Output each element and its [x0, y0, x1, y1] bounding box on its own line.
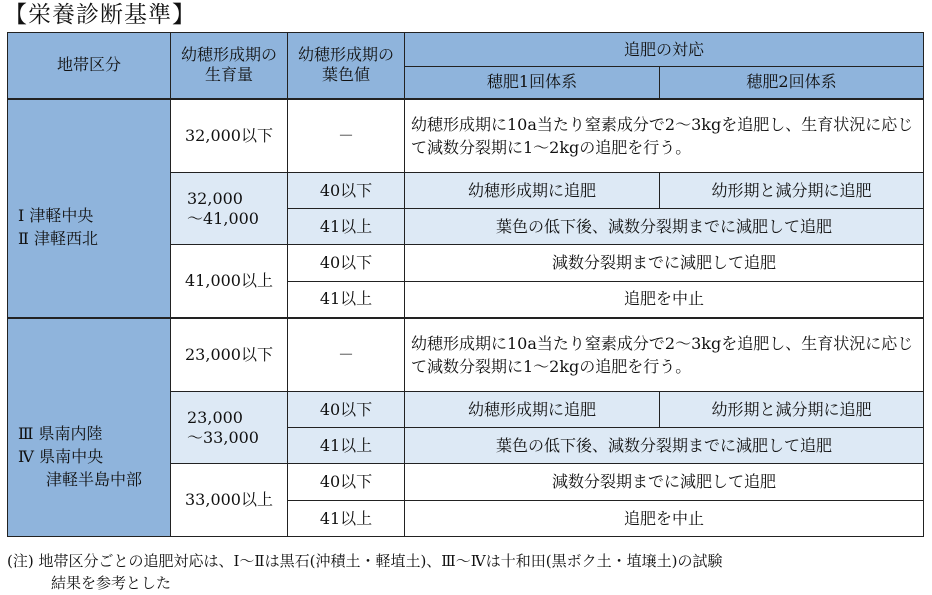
leaf-cell: 41以上: [288, 209, 405, 245]
growth-range-from: 32,000: [187, 188, 243, 208]
system1-cell: 幼穂形成期に追肥: [405, 392, 660, 428]
growth-cell: 33,000以上: [171, 464, 288, 537]
leaf-cell: 40以下: [288, 464, 405, 501]
footnote: [7, 550, 722, 594]
footnote-line2: 結果を参考とした: [51, 574, 172, 592]
nutrition-diagnosis-table: [7, 32, 924, 537]
growth-range-to: ～33,000: [187, 427, 259, 447]
response-cell: 幼穂形成期に10a当たり窒素成分で2～3kgを追肥し、生育状況に応じて減数分裂期に1～2kgの追肥を行う。: [405, 99, 924, 173]
response-cell: 減数分裂期までに減肥して追肥: [405, 245, 924, 282]
leaf-cell: 40以下: [288, 392, 405, 428]
footnote-line1: (注) 地帯区分ごとの追肥対応は、Ⅰ～Ⅱは黒石(沖積土・軽埴土)、Ⅲ～Ⅳは十和田(黒ボク土・埴壌土)の試験: [7, 552, 723, 570]
leaf-cell: 41以上: [288, 501, 405, 537]
region-label: Ⅱ 津軽西北: [18, 229, 98, 248]
growth-cell: 41,000以上: [171, 245, 288, 318]
region-label: Ⅰ 津軽中央: [18, 206, 94, 225]
region-group-1: [8, 99, 171, 318]
page-title: 【栄養診断基準】: [4, 2, 196, 28]
response-cell: 葉色の低下後、減数分裂期までに減肥して追肥: [405, 428, 924, 464]
region-group-2: [8, 318, 171, 537]
response-cell: 追肥を中止: [405, 282, 924, 318]
system2-cell: 幼形期と減分期に追肥: [660, 173, 924, 209]
response-cell: 幼穂形成期に10a当たり窒素成分で2～3kgを追肥し、生育状況に応じて減数分裂期に1～2kgの追肥を行う。: [405, 318, 924, 392]
growth-range-to: ～41,000: [187, 208, 259, 228]
header-leaf-line1: 幼穂形成期の: [297, 45, 394, 65]
header-leaf-line2: 葉色値: [321, 65, 370, 85]
system1-cell: 幼穂形成期に追肥: [405, 173, 660, 209]
header-response: 追肥の対応: [405, 33, 924, 67]
growth-range-from: 23,000: [187, 407, 243, 427]
header-growth-line1: 幼穂形成期の: [180, 45, 277, 65]
header-growth: [171, 33, 288, 99]
system2-cell: 幼形期と減分期に追肥: [660, 392, 924, 428]
header-system1: 穂肥1回体系: [405, 67, 660, 99]
header-system2: 穂肥2回体系: [660, 67, 924, 99]
header-growth-line2: 生育量: [204, 65, 253, 85]
leaf-cell: 40以下: [288, 173, 405, 209]
response-cell: 減数分裂期までに減肥して追肥: [405, 464, 924, 501]
growth-cell: 23,000以下: [171, 318, 288, 392]
region-label: 津軽半島中部: [46, 469, 143, 489]
leaf-cell: 41以上: [288, 282, 405, 318]
region-label: Ⅲ 県南内陸: [18, 423, 103, 443]
response-cell: 葉色の低下後、減数分裂期までに減肥して追肥: [405, 209, 924, 245]
growth-range-cell: [171, 392, 288, 464]
region-label: Ⅳ 県南中央: [18, 446, 104, 466]
leaf-cell: 40以下: [288, 245, 405, 282]
leaf-cell: 41以上: [288, 428, 405, 464]
header-leaf: [288, 33, 405, 99]
leaf-cell: －: [288, 99, 405, 173]
growth-range-cell: [171, 173, 288, 245]
growth-cell: 32,000以下: [171, 99, 288, 173]
header-region: 地帯区分: [8, 33, 171, 99]
response-cell: 追肥を中止: [405, 501, 924, 537]
leaf-cell: －: [288, 318, 405, 392]
